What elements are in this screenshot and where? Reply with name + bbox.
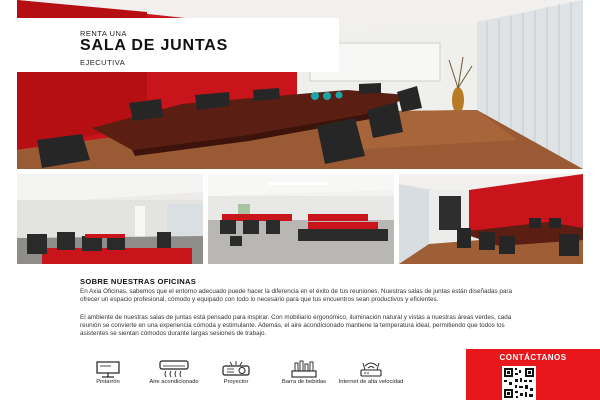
drinks-bar-icon	[266, 360, 342, 378]
gallery-photo-training	[208, 174, 394, 264]
gallery-photo-conference	[399, 174, 583, 264]
gallery-photo-office	[17, 174, 203, 264]
amenity-label: Internet de alta velocidad	[338, 379, 404, 385]
about-paragraph-2: El ambiente de nuestras salas de juntas está pensado para inspirar. Con mobiliario ergonómico, iluminación natural y vistas a nuestras áreas verdes, cada reunión se convierte en una experiencia cómoda y estimulante. Además, el aire acondicionado mantiene la temperatura ideal, permitiendo que todos los asistentes se sientan cómodos durante largas sesiones de trabajo.	[80, 314, 512, 337]
amenity-whiteboard	[70, 360, 146, 386]
qr-code[interactable]	[502, 366, 536, 400]
amenity-label: Barra de bebidas	[281, 379, 327, 385]
about-paragraph-1: En Axia Oficinas, sabemos que el entorno adecuado puede hacer la diferencia en el éxito de tus reuniones. Nuestras salas de juntas están diseñadas para ofrecer un espacio profesional, cómodo y equipado con todo lo necesario para que tus encuentros sean productivos y eficientes.	[80, 288, 512, 303]
about-title: SOBRE NUESTRAS OFICINAS	[80, 277, 197, 286]
amenity-label: Pintarrón	[96, 379, 120, 385]
title-kicker: RENTA UNA	[80, 29, 127, 38]
title-box	[17, 18, 339, 72]
page-title: SALA DE JUNTAS	[80, 37, 229, 54]
amenity-drinks-bar	[266, 360, 342, 386]
contact-title: CONTÁCTANOS	[499, 353, 567, 362]
whiteboard-icon	[70, 360, 146, 378]
amenity-projector	[198, 360, 274, 386]
amenity-label: Aire acondicionado	[149, 379, 199, 385]
amenity-label: Proyector	[223, 379, 249, 385]
wifi-router-icon	[333, 360, 409, 378]
projector-icon	[198, 360, 274, 378]
title-subtitle: EJECUTIVA	[80, 58, 126, 67]
amenity-internet	[333, 360, 409, 386]
contact-box[interactable]	[466, 349, 600, 400]
